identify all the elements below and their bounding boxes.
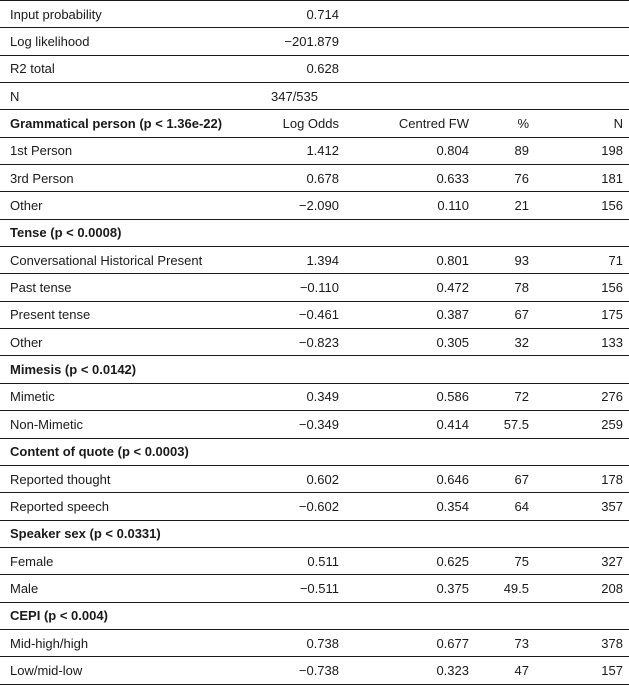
group-header-row [0, 602, 629, 629]
empty-cell [263, 520, 347, 547]
log-odds-value: −0.110 [263, 274, 347, 301]
n-value: 378 [559, 629, 629, 656]
summary-row [0, 28, 629, 55]
n-value: 198 [559, 137, 629, 164]
col-header-log-odds: Log Odds [263, 110, 347, 137]
percent-value: 49.5 [477, 575, 559, 602]
log-odds-value: −0.461 [263, 301, 347, 328]
empty-cell [263, 356, 347, 383]
row-label: Other [0, 329, 263, 356]
row-label: Past tense [0, 274, 263, 301]
summary-label: N [0, 83, 263, 110]
table-body [0, 1, 629, 685]
table-row [0, 192, 629, 219]
n-value: 178 [559, 465, 629, 492]
paren-close: ) [217, 116, 223, 132]
empty-cell [477, 356, 559, 383]
log-odds-value: −2.090 [263, 192, 347, 219]
table-row [0, 575, 629, 602]
p-value: p < 0.0003 [121, 444, 185, 460]
summary-value: −201.879 [263, 28, 347, 55]
centred-fw-value: 0.375 [347, 575, 477, 602]
empty-cell [263, 219, 347, 246]
percent-value: 73 [477, 629, 559, 656]
n-value: 357 [559, 493, 629, 520]
centred-fw-value: 0.354 [347, 493, 477, 520]
empty-cell [347, 356, 477, 383]
empty-cell [559, 1, 629, 28]
log-odds-value: 0.349 [263, 383, 347, 410]
table-row [0, 301, 629, 328]
group-header-row [0, 356, 629, 383]
summary-row [0, 55, 629, 82]
n-value: 156 [559, 192, 629, 219]
percent-value: 47 [477, 657, 559, 684]
log-odds-value: 0.602 [263, 465, 347, 492]
empty-cell [477, 28, 559, 55]
empty-cell [263, 602, 347, 629]
percent-value: 72 [477, 383, 559, 410]
group-header [0, 219, 263, 246]
empty-cell [263, 438, 347, 465]
row-label: Reported speech [0, 493, 263, 520]
empty-cell [347, 438, 477, 465]
paren-close: ) [184, 444, 189, 460]
percent-value: 89 [477, 137, 559, 164]
group-header-row [0, 438, 629, 465]
p-value: p < 1.36e-22 [143, 116, 218, 132]
empty-cell [559, 602, 629, 629]
table-row [0, 465, 629, 492]
empty-cell [559, 356, 629, 383]
row-label: Reported thought [0, 465, 263, 492]
group-header [0, 602, 263, 629]
group-name: Content of quote [10, 444, 114, 460]
paren-open: ( [46, 225, 55, 241]
row-label: Female [0, 547, 263, 574]
log-odds-value: 0.678 [263, 165, 347, 192]
group-name: Mimesis [10, 362, 62, 378]
empty-cell [559, 520, 629, 547]
centred-fw-value: 0.677 [347, 629, 477, 656]
row-label: Low/mid-low [0, 657, 263, 684]
paren-open: ( [85, 526, 94, 542]
log-odds-value: 0.738 [263, 629, 347, 656]
row-label: Mid-high/high [0, 629, 263, 656]
p-value: p < 0.004 [48, 608, 104, 624]
empty-cell [347, 219, 477, 246]
empty-cell [559, 438, 629, 465]
n-value: 327 [559, 547, 629, 574]
paren-open: ( [135, 116, 144, 132]
p-value: p < 0.0008 [54, 225, 118, 241]
n-value: 156 [559, 274, 629, 301]
centred-fw-value: 0.646 [347, 465, 477, 492]
paren-close: ) [131, 362, 137, 378]
table-row [0, 411, 629, 438]
empty-cell [477, 219, 559, 246]
paren-close: ) [156, 526, 161, 542]
table-row [0, 165, 629, 192]
row-label: Male [0, 575, 263, 602]
col-header-percent: % [477, 110, 559, 137]
paren-close: ) [117, 225, 122, 241]
summary-label: Input probability [0, 1, 263, 28]
summary-label: Log likelihood [0, 28, 263, 55]
empty-cell [477, 438, 559, 465]
log-odds-value: 1.412 [263, 137, 347, 164]
centred-fw-value: 0.586 [347, 383, 477, 410]
n-value: 276 [559, 383, 629, 410]
table-row [0, 657, 629, 684]
empty-cell [559, 219, 629, 246]
empty-cell [477, 83, 559, 110]
empty-cell [347, 83, 477, 110]
group-header [0, 110, 263, 137]
log-odds-value: 0.511 [263, 547, 347, 574]
centred-fw-value: 0.387 [347, 301, 477, 328]
centred-fw-value: 0.633 [347, 165, 477, 192]
centred-fw-value: 0.804 [347, 137, 477, 164]
row-label: 3rd Person [0, 165, 263, 192]
group-name: Grammatical person [10, 116, 136, 132]
log-odds-value: 1.394 [263, 247, 347, 274]
paren-close: ) [103, 608, 108, 624]
paren-open: ( [113, 444, 122, 460]
n-value: 259 [559, 411, 629, 438]
percent-value: 21 [477, 192, 559, 219]
centred-fw-value: 0.625 [347, 547, 477, 574]
row-label: Mimetic [0, 383, 263, 410]
table-row [0, 137, 629, 164]
row-label: 1st Person [0, 137, 263, 164]
percent-value: 67 [477, 301, 559, 328]
n-value: 157 [559, 657, 629, 684]
table-row [0, 493, 629, 520]
percent-value: 93 [477, 247, 559, 274]
empty-cell [559, 28, 629, 55]
row-label: Conversational Historical Present [0, 247, 263, 274]
table-row [0, 247, 629, 274]
empty-cell [347, 55, 477, 82]
group-header [0, 356, 263, 383]
group-name: Tense [10, 225, 47, 241]
centred-fw-value: 0.414 [347, 411, 477, 438]
summary-value: 347/535 [263, 83, 347, 110]
table-row [0, 629, 629, 656]
log-odds-value: −0.349 [263, 411, 347, 438]
n-value: 181 [559, 165, 629, 192]
row-label: Non-Mimetic [0, 411, 263, 438]
n-value: 133 [559, 329, 629, 356]
col-header-n: N [559, 110, 629, 137]
centred-fw-value: 0.801 [347, 247, 477, 274]
group-header [0, 520, 263, 547]
row-label: Other [0, 192, 263, 219]
paren-open: ( [40, 608, 49, 624]
empty-cell [347, 520, 477, 547]
percent-value: 67 [477, 465, 559, 492]
row-label: Present tense [0, 301, 263, 328]
group-header-row [0, 219, 629, 246]
log-odds-value: −0.602 [263, 493, 347, 520]
summary-row [0, 83, 629, 110]
group-name: Speaker sex [10, 526, 86, 542]
empty-cell [347, 602, 477, 629]
percent-value: 78 [477, 274, 559, 301]
table-row [0, 329, 629, 356]
log-odds-value: −0.511 [263, 575, 347, 602]
n-value: 175 [559, 301, 629, 328]
paren-open: ( [61, 362, 70, 378]
n-value: 208 [559, 575, 629, 602]
log-odds-value: −0.823 [263, 329, 347, 356]
group-header [0, 438, 263, 465]
group-header-row [0, 110, 629, 137]
empty-cell [559, 83, 629, 110]
empty-cell [559, 55, 629, 82]
empty-cell [477, 520, 559, 547]
summary-value: 0.714 [263, 1, 347, 28]
col-header-centred-fw: Centred FW [347, 110, 477, 137]
percent-value: 64 [477, 493, 559, 520]
p-value: p < 0.0142 [69, 362, 132, 378]
percent-value: 75 [477, 547, 559, 574]
group-name: CEPI [10, 608, 41, 624]
summary-value: 0.628 [263, 55, 347, 82]
centred-fw-value: 0.323 [347, 657, 477, 684]
table-row [0, 547, 629, 574]
table-row [0, 383, 629, 410]
empty-cell [477, 1, 559, 28]
empty-cell [347, 28, 477, 55]
percent-value: 32 [477, 329, 559, 356]
summary-row [0, 1, 629, 28]
percent-value: 76 [477, 165, 559, 192]
percent-value: 57.5 [477, 411, 559, 438]
group-header-row [0, 520, 629, 547]
p-value: p < 0.0331 [93, 526, 157, 542]
centred-fw-value: 0.472 [347, 274, 477, 301]
n-value: 71 [559, 247, 629, 274]
centred-fw-value: 0.110 [347, 192, 477, 219]
table-row [0, 274, 629, 301]
log-odds-value: −0.738 [263, 657, 347, 684]
empty-cell [477, 602, 559, 629]
centred-fw-value: 0.305 [347, 329, 477, 356]
empty-cell [477, 55, 559, 82]
summary-label: R2 total [0, 55, 263, 82]
empty-cell [347, 1, 477, 28]
